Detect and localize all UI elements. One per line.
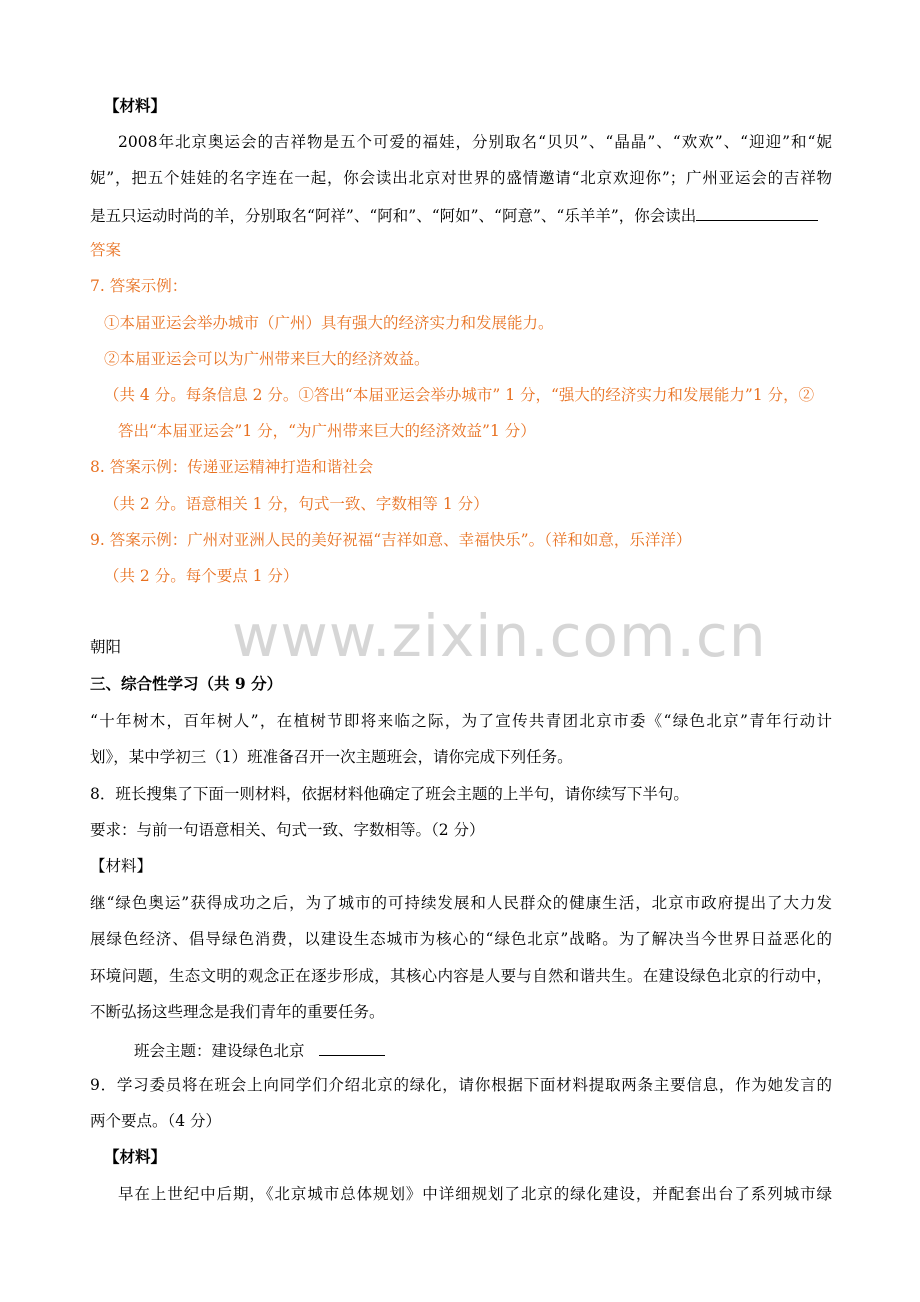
question-8: 8．班长搜集了下面一则材料，依据材料他确定了班会主题的上半句，请你续写下半句。 bbox=[90, 785, 689, 803]
material-line-text: 是五只运动时尚的羊，分别取名“阿祥”、“阿和”、“阿如”、“阿意”、“乐羊羊”，你会读出 bbox=[90, 207, 697, 225]
watermark: www.zixin.com.cn bbox=[232, 602, 767, 670]
material-label: 【材料】 bbox=[90, 857, 153, 875]
question-8-requirement: 要求：与前一句语意相关、句式一致、字数相等。（2 分） bbox=[90, 821, 485, 839]
intro-line: “十年树木，百年树人”，在植树节即将来临之际，为了宣传共青团北京市委《“绿色北京”青年行动计 bbox=[90, 712, 832, 730]
theme-answer-blank bbox=[319, 1039, 385, 1056]
material-line: 早在上世纪中后期，《北京城市总体规划》中详细规划了北京的绿化建设，并配套出台了系列城市绿 bbox=[118, 1185, 832, 1203]
region-label: 朝阳 bbox=[90, 638, 122, 656]
intro-line: 划》，某中学初三（1）班准备召开一次主题班会，请你完成下列任务。 bbox=[90, 748, 573, 766]
material-line: 妮”，把五个娃娃的名字连在一起，你会读出北京对世界的盛情邀请“北京欢迎你”；广州亚运会的吉祥物 bbox=[90, 169, 832, 187]
material-line: 环境问题，生态文明的观念正在逐步形成，其核心内容是人要与自然和谐共生。在建设绿色北京的行动中， bbox=[90, 967, 832, 985]
class-theme-line bbox=[134, 1039, 385, 1061]
answer-7-score-line-2: 答出“本届亚运会”1 分，“为广州带来巨大的经济效益”1 分） bbox=[118, 422, 536, 440]
material-label: 【材料】 bbox=[104, 96, 167, 115]
answer-8-title: 8. 答案示例：传递亚运精神打造和谐社会 bbox=[90, 458, 374, 476]
material-line: 继“绿色奥运”获得成功之后，为了城市的可持续发展和人民群众的健康生活，北京市政府提出了大力发 bbox=[90, 894, 832, 912]
material-line bbox=[90, 204, 818, 226]
answer-7-item-2: ②本届亚运会可以为广州带来巨大的经济效益。 bbox=[104, 350, 430, 368]
question-9: 9．学习委员将在班会上向同学们介绍北京的绿化，请你根据下面材料提取两条主要信息，作为她发言的 bbox=[90, 1076, 832, 1094]
answer-7-score-line-1: （共 4 分。每条信息 2 分。①答出“本届亚运会举办城市” 1 分，“强大的经济实力和发展能力”1 分，② bbox=[104, 386, 815, 404]
class-theme-text: 班会主题：建设绿色北京 bbox=[134, 1042, 305, 1060]
material-line: 2008年北京奥运会的吉祥物是五个可爱的福娃，分别取名“贝贝”、“晶晶”、“欢欢”、“迎迎”和“妮 bbox=[118, 133, 832, 151]
question-9-points: 两个要点。（4 分） bbox=[90, 1112, 222, 1130]
answer-9-title: 9. 答案示例：广州对亚洲人民的美好祝福“吉祥如意、幸福快乐”。（祥和如意，乐洋洋） bbox=[90, 531, 692, 549]
answer-8-score: （共 2 分。语意相关 1 分，句式一致、字数相等 1 分） bbox=[104, 495, 489, 513]
section-heading: 三、综合性学习（共 9 分） bbox=[90, 674, 283, 693]
material-line: 展绿色经济、倡导绿色消费，以建设生态城市为核心的“绿色北京”战略。为了解决当今世界日益恶化的 bbox=[90, 930, 832, 948]
answer-blank bbox=[696, 204, 818, 221]
answers-heading: 答案 bbox=[90, 241, 122, 259]
answer-7-title: 7. 答案示例： bbox=[90, 277, 188, 295]
material-line: 不断弘扬这些理念是我们青年的重要任务。 bbox=[90, 1003, 385, 1021]
answer-9-score: （共 2 分。每个要点 1 分） bbox=[104, 567, 299, 585]
answer-7-item-1: ①本届亚运会举办城市（广州）具有强大的经济实力和发展能力。 bbox=[104, 314, 554, 332]
material-label: 【材料】 bbox=[104, 1147, 167, 1166]
